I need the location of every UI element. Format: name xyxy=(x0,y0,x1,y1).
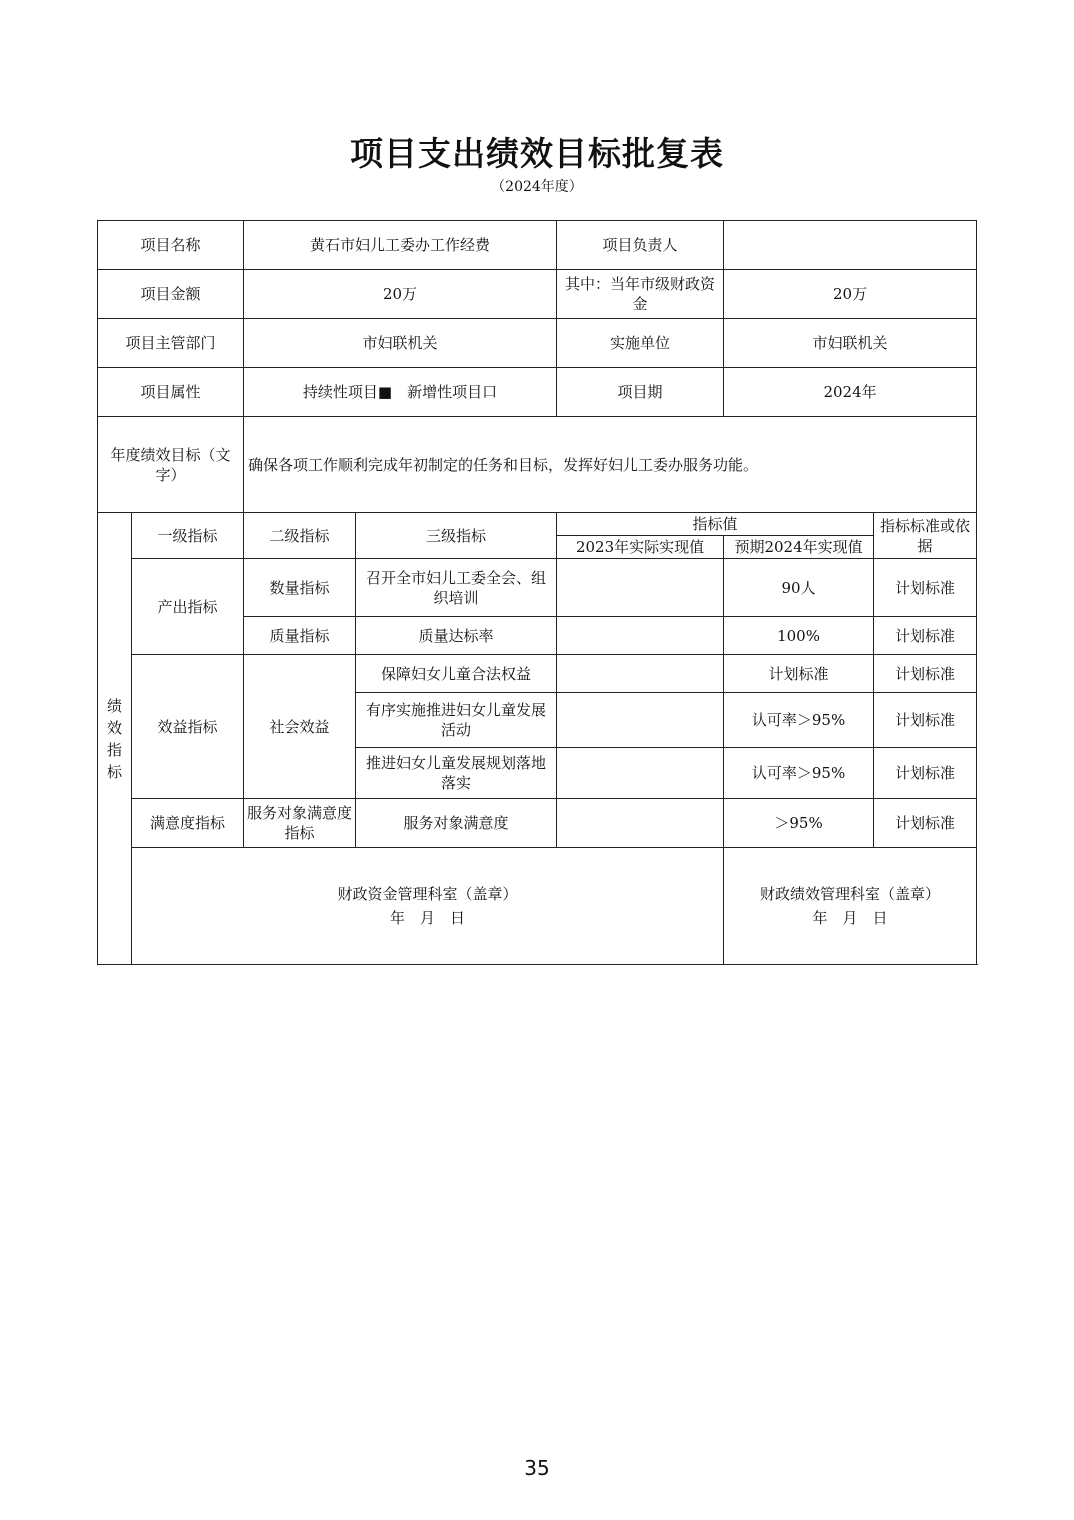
table-row-actual xyxy=(557,617,724,655)
project-amount-label: 项目金额 xyxy=(98,270,244,319)
project-name-value: 黄石市妇儿工委办工作经费 xyxy=(244,221,557,270)
table-row-level2: 质量指标 xyxy=(244,617,356,655)
table-row-actual xyxy=(557,655,724,693)
table-row-level3: 保障妇女儿童合法权益 xyxy=(356,655,557,693)
table-row-standard: 计划标准 xyxy=(874,655,977,693)
department-value: 市妇联机关 xyxy=(244,319,557,368)
satisfaction-level2: 服务对象满意度指标 xyxy=(244,799,356,848)
table-row-standard: 计划标准 xyxy=(874,617,977,655)
level2-header: 二级指标 xyxy=(244,513,356,559)
performance-indicators-label: 绩效指标 xyxy=(106,696,122,781)
table-row-actual xyxy=(557,748,724,799)
level3-header: 三级指标 xyxy=(356,513,557,559)
finance-fund-office-date: 年 月 日 xyxy=(390,909,466,927)
expected-2024-header: 预期2024年实现值 xyxy=(724,536,874,559)
table-row-level3: 质量达标率 xyxy=(356,617,557,655)
department-label: 项目主管部门 xyxy=(98,319,244,368)
table-row-expected: 认可率＞95% xyxy=(724,693,874,748)
project-period-label: 项目期 xyxy=(557,368,724,417)
project-leader-label: 项目负责人 xyxy=(557,221,724,270)
table-row-expected: 90人 xyxy=(724,559,874,617)
table-row-actual xyxy=(557,559,724,617)
table-row-expected: 认可率＞95% xyxy=(724,748,874,799)
implementing-unit-label: 实施单位 xyxy=(557,319,724,368)
finance-performance-office-signature xyxy=(724,848,977,965)
finance-performance-office-label: 财政绩效管理科室（盖章） xyxy=(760,885,941,903)
standard-header: 指标标准或依据 xyxy=(874,513,977,559)
table-row-standard: 计划标准 xyxy=(874,559,977,617)
table-row-level3: 召开全市妇儿工委全会、组织培训 xyxy=(356,559,557,617)
satisfaction-indicator-label: 满意度指标 xyxy=(132,799,244,848)
project-period-value: 2024年 xyxy=(724,368,977,417)
finance-performance-office-date: 年 月 日 xyxy=(812,909,888,927)
table-row-expected: 计划标准 xyxy=(724,655,874,693)
implementing-unit-value: 市妇联机关 xyxy=(724,319,977,368)
annual-goal-text: 确保各项工作顺利完成年初制定的任务和目标，发挥好妇儿工委办服务功能。 xyxy=(244,417,977,513)
document-title: 项目支出绩效目标批复表 xyxy=(350,134,724,173)
page-number: 35 xyxy=(524,1456,550,1480)
performance-target-table xyxy=(97,220,977,965)
project-amount-value: 20万 xyxy=(244,270,557,319)
fiscal-fund-value: 20万 xyxy=(724,270,977,319)
project-attribute-label: 项目属性 xyxy=(98,368,244,417)
table-row-actual xyxy=(557,693,724,748)
table-row-level3: 有序实施推进妇女儿童发展活动 xyxy=(356,693,557,748)
document-year: （2024年度） xyxy=(491,179,583,195)
project-attribute-value: 持续性项目■ 新增性项目口 xyxy=(244,368,557,417)
table-row-standard: 计划标准 xyxy=(874,748,977,799)
annual-goal-label: 年度绩效目标（文字） xyxy=(98,417,244,513)
performance-indicators-section xyxy=(98,513,132,965)
output-indicator-label: 产出指标 xyxy=(132,559,244,655)
satisfaction-standard: 计划标准 xyxy=(874,799,977,848)
finance-fund-office-label: 财政资金管理科室（盖章） xyxy=(337,885,518,903)
level1-header: 一级指标 xyxy=(132,513,244,559)
project-leader-value xyxy=(724,221,977,270)
finance-fund-office-signature xyxy=(132,848,724,965)
actual-2023-header: 2023年实际实现值 xyxy=(557,536,724,559)
fiscal-fund-label: 其中：当年市级财政资金 xyxy=(557,270,724,319)
social-benefit-label: 社会效益 xyxy=(244,655,356,799)
table-row-expected: 100% xyxy=(724,617,874,655)
satisfaction-expected: ＞95% xyxy=(724,799,874,848)
satisfaction-level3: 服务对象满意度 xyxy=(356,799,557,848)
project-name-label: 项目名称 xyxy=(98,221,244,270)
indicator-value-header: 指标值 xyxy=(557,513,874,536)
benefit-indicator-label: 效益指标 xyxy=(132,655,244,799)
table-row-level2: 数量指标 xyxy=(244,559,356,617)
table-row-level3: 推进妇女儿童发展规划落地落实 xyxy=(356,748,557,799)
table-row-standard: 计划标准 xyxy=(874,693,977,748)
satisfaction-actual xyxy=(557,799,724,848)
